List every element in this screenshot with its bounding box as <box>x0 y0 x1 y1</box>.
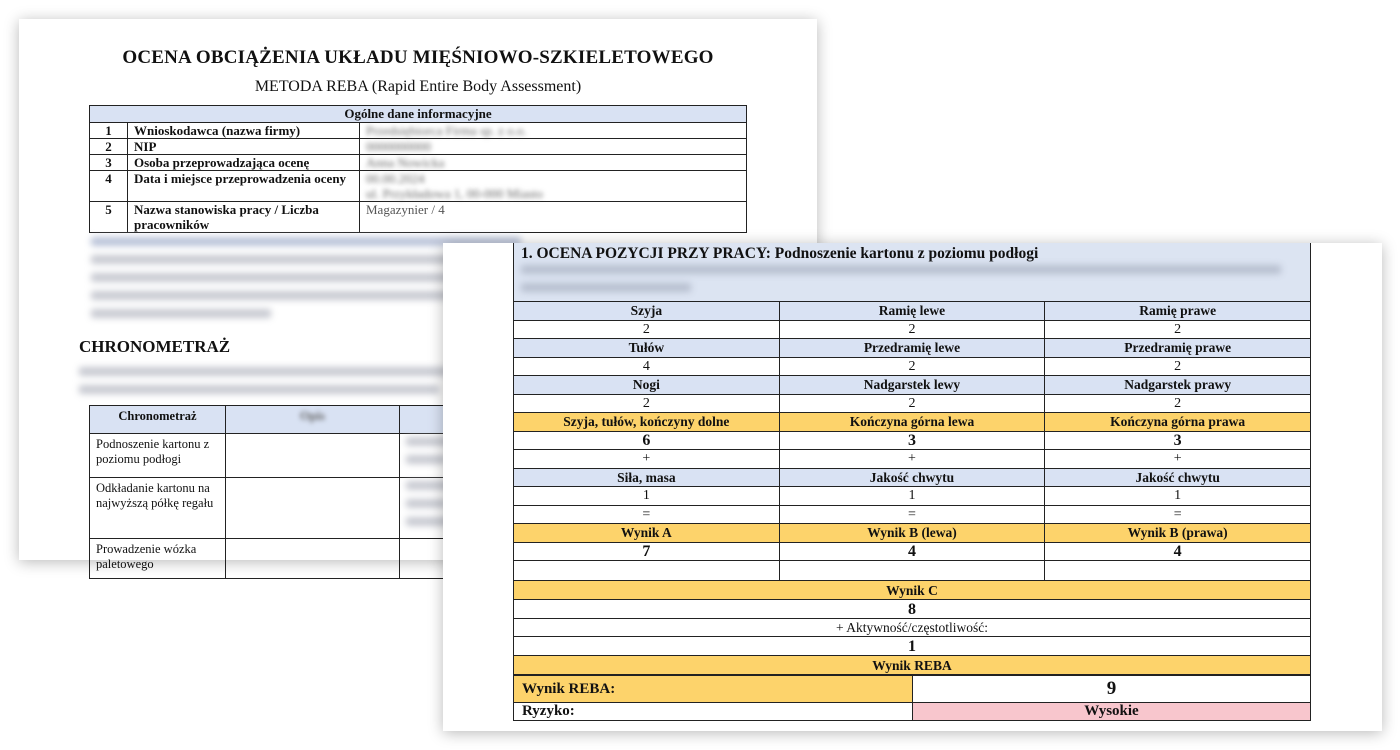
score-value: 1 <box>1045 487 1311 506</box>
equals-sign: = <box>1045 505 1311 524</box>
score-label: Nadgarstek lewy <box>779 376 1045 395</box>
risk-value: Wysokie <box>913 703 1311 721</box>
score-label: Nogi <box>514 376 780 395</box>
row-number: 4 <box>90 171 128 202</box>
plus-sign: + <box>779 450 1045 469</box>
redacted-text-block <box>79 367 459 403</box>
subtotal-value: 3 <box>779 431 1045 450</box>
equals-sign: = <box>779 505 1045 524</box>
table-row <box>514 581 1311 600</box>
row-number: 1 <box>90 123 128 139</box>
table-row <box>514 656 1311 675</box>
result-value: 4 <box>779 542 1045 561</box>
table-row <box>514 505 1311 524</box>
table-row <box>514 637 1311 656</box>
table-row <box>514 542 1311 561</box>
general-info-table <box>89 105 747 233</box>
wynik-reba-label: Wynik REBA: <box>514 676 913 703</box>
table-row <box>514 394 1311 413</box>
score-value: 2 <box>514 320 780 339</box>
score-label: Ramię lewe <box>779 302 1045 321</box>
table-row <box>514 600 1311 619</box>
table-row <box>90 202 747 233</box>
equals-sign: = <box>514 505 780 524</box>
score-label: Szyja <box>514 302 780 321</box>
row-value: Magazynier / 4 <box>360 202 747 233</box>
plus-sign: + <box>1045 450 1311 469</box>
row-number: 3 <box>90 155 128 171</box>
row-value-2: ul. Przykładowa 1, 00-000 Miasto <box>366 186 543 201</box>
row-label: Data i miejsce przeprowadzenia oceny <box>128 171 360 202</box>
chronometraz-heading: CHRONOMETRAŻ <box>79 337 231 356</box>
document-title: OCENA OBCIĄŻENIA UKŁADU MIĘŚNIOWO-SZKIELETOWEGO <box>122 47 714 68</box>
wynik-c-label: Wynik C <box>514 581 1311 600</box>
table-row <box>514 619 1311 637</box>
score-label: Siła, masa <box>514 468 780 487</box>
activity-cell: Podnoszenie kartonu z poziomu podłogi <box>90 434 226 478</box>
row-label: Wnioskodawca (nazwa firmy) <box>128 123 360 139</box>
wynik-c-value: 8 <box>514 600 1311 619</box>
subtotal-label: Szyja, tułów, kończyny dolne <box>514 413 780 432</box>
reba-summary-table <box>513 675 1311 721</box>
activity-frequency-value: 1 <box>514 637 1311 656</box>
score-value: 2 <box>779 357 1045 376</box>
table-row <box>514 676 1311 703</box>
document-subtitle: METODA REBA (Rapid Entire Body Assessment) <box>254 78 582 95</box>
wynik-reba-value: 9 <box>913 676 1311 703</box>
result-value: 4 <box>1045 542 1311 561</box>
activity-frequency-label: + Aktywność/częstotliwość: <box>514 619 1311 637</box>
chronometraz-col-header: Chronometraż <box>90 406 226 434</box>
reba-section-title: 1. OCENA POZYCJI PRZY PRACY: Podnoszenie kartonu z poziomu podłogi <box>521 245 1039 262</box>
description-col-header: Opis <box>299 409 325 423</box>
row-value: Anna Nowicka <box>366 155 445 170</box>
table-row <box>514 524 1311 543</box>
table-row <box>514 468 1311 487</box>
table-row <box>514 703 1311 721</box>
score-label: Nadgarstek prawy <box>1045 376 1311 395</box>
reba-section-header <box>513 243 1311 301</box>
subtotal-value: 3 <box>1045 431 1311 450</box>
score-value: 2 <box>779 320 1045 339</box>
reba-final-table <box>513 580 1311 675</box>
table-row <box>514 487 1311 506</box>
wynik-reba-header: Wynik REBA <box>514 656 1311 675</box>
risk-label: Ryzyko: <box>514 703 913 721</box>
plus-sign: + <box>514 450 780 469</box>
score-label: Ramię prawe <box>1045 302 1311 321</box>
activity-cell: Odkładanie kartonu na najwyższą półkę regału <box>90 478 226 539</box>
result-label: Wynik A <box>514 524 780 543</box>
table-row <box>90 123 747 139</box>
table-row <box>514 302 1311 321</box>
score-label: Przedramię lewe <box>779 339 1045 358</box>
result-label: Wynik B (prawa) <box>1045 524 1311 543</box>
score-label: Przedramię prawe <box>1045 339 1311 358</box>
row-value: 0000000000 <box>366 139 431 154</box>
score-value: 4 <box>514 357 780 376</box>
activity-cell: Prowadzenie wózka paletowego <box>90 539 226 579</box>
redacted-description <box>521 265 1301 301</box>
score-value: 1 <box>779 487 1045 506</box>
table-row <box>514 413 1311 432</box>
score-value: 2 <box>1045 320 1311 339</box>
document-page-front <box>443 243 1382 731</box>
table-row <box>514 431 1311 450</box>
table-row <box>90 155 747 171</box>
reba-scores-table <box>513 301 1311 583</box>
score-value: 1 <box>514 487 780 506</box>
table-row <box>514 450 1311 469</box>
row-number: 5 <box>90 202 128 233</box>
table-row <box>514 376 1311 395</box>
score-label: Jakość chwytu <box>1045 468 1311 487</box>
table-row <box>90 171 747 202</box>
subtotal-label: Kończyna górna prawa <box>1045 413 1311 432</box>
table-row <box>514 320 1311 339</box>
score-value: 2 <box>514 394 780 413</box>
general-info-header: Ogólne dane informacyjne <box>90 106 747 123</box>
score-value: 2 <box>1045 394 1311 413</box>
subtotal-label: Kończyna górna lewa <box>779 413 1045 432</box>
row-value: 00.00.2024 <box>366 171 425 186</box>
row-label: Nazwa stanowiska pracy / Liczba pracowników <box>128 202 360 233</box>
score-value: 2 <box>779 394 1045 413</box>
row-value: Przedsiębiorca Firma sp. z o.o. <box>366 123 527 138</box>
row-number: 2 <box>90 139 128 155</box>
subtotal-value: 6 <box>514 431 780 450</box>
score-value: 2 <box>1045 357 1311 376</box>
result-label: Wynik B (lewa) <box>779 524 1045 543</box>
table-row <box>514 357 1311 376</box>
row-label: Osoba przeprowadzająca ocenę <box>128 155 360 171</box>
row-label: NIP <box>128 139 360 155</box>
score-label: Jakość chwytu <box>779 468 1045 487</box>
score-label: Tułów <box>514 339 780 358</box>
table-row <box>90 139 747 155</box>
table-row <box>514 339 1311 358</box>
result-value: 7 <box>514 542 780 561</box>
